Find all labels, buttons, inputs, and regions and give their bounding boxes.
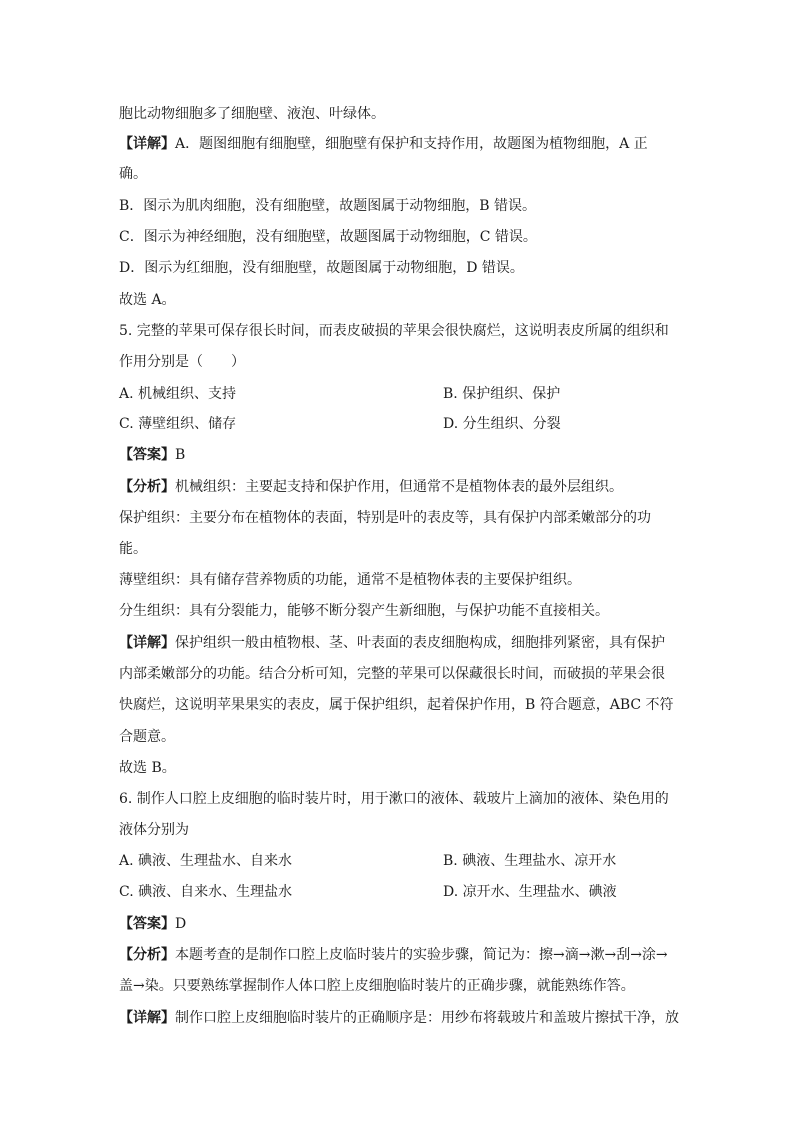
- text-line: B．图示为肌肉细胞，没有细胞壁，故题图属于动物细胞，B 错误。: [119, 198, 537, 214]
- detail-text: 制作口腔上皮细胞临时装片的正确顺序是：用纱布将载玻片和盖玻片擦拭干净，放: [175, 1010, 679, 1026]
- q5-option-d: D. 分生组织、分裂: [443, 416, 561, 432]
- section-tag: 【分析】: [119, 947, 175, 963]
- q5-detail: [119, 633, 679, 653]
- question-6-stem: 6. 制作人口腔上皮细胞的临时装片时，用于漱口的液体、载玻片上滴加的液体、染色用的: [119, 791, 669, 807]
- text-line: 内部柔嫩部分的功能。结合分析可知，完整的苹果可以保藏很长时间，而破损的苹果会很: [119, 666, 665, 682]
- text-line: 快腐烂，这说明苹果果实的表皮，属于保护组织，起着保护作用，B 符合题意，ABC 不符: [119, 697, 674, 713]
- analysis-text: 机械组织：主要起支持和保护作用，但通常不是植物体表的最外层组织。: [175, 479, 623, 495]
- q6-option-c: C. 碘液、自来水、生理盐水: [119, 884, 293, 900]
- section-tag: 【分析】: [119, 479, 175, 495]
- text-line: D．图示为红细胞，没有细胞壁，故题图属于动物细胞，D 错误。: [119, 260, 524, 276]
- section-tag: 【详解】: [119, 1010, 175, 1026]
- q5-option-b: B. 保护组织、保护: [443, 386, 561, 402]
- q5-option-a: A. 机械组织、支持: [119, 386, 237, 402]
- detail-text: A．题图细胞有细胞壁，细胞壁有保护和支持作用，故题图为植物细胞，A 正: [175, 136, 648, 152]
- q6-analysis: [119, 945, 679, 965]
- question-5-stem: 作用分别是（ ）: [119, 354, 245, 370]
- q6-answer: [119, 914, 679, 934]
- text-line: 故选 A。: [119, 292, 176, 308]
- text-line: 薄壁组织：具有储存营养物质的功能，通常不是植物体表的主要保护组织。: [119, 572, 581, 588]
- text-line: 合题意。: [119, 729, 175, 745]
- q6-option-d: D. 凉开水、生理盐水、碘液: [443, 884, 617, 900]
- q5-option-c: C. 薄壁组织、储存: [119, 416, 237, 432]
- text-line: 胞比动物细胞多了细胞壁、液泡、叶绿体。: [119, 106, 385, 122]
- q5-analysis: [119, 477, 679, 497]
- section-tag: 【详解】: [119, 136, 175, 152]
- q6-option-a: A. 碘液、生理盐水、自来水: [119, 853, 293, 869]
- text-line: 确。: [119, 166, 147, 182]
- text-line: 故选 B。: [119, 760, 176, 776]
- section-tag: 【详解】: [119, 635, 175, 651]
- answer-value: D: [175, 916, 187, 932]
- text-line: 盖→染。只要熟练掌握制作人体口腔上皮细胞临时装片的正确步骤，就能熟练作答。: [119, 978, 635, 994]
- q6-option-b: B. 碘液、生理盐水、凉开水: [443, 853, 617, 869]
- analysis-text: 本题考查的是制作口腔上皮临时装片的实验步骤，简记为：擦→滴→漱→刮→涂→: [175, 947, 668, 963]
- text-line: 保护组织：主要分布在植物体的表面，特别是叶的表皮等，具有保护内部柔嫩部分的功: [119, 510, 651, 526]
- section-tag: 【答案】: [119, 447, 175, 463]
- detail-line: [119, 134, 679, 154]
- text-line: C．图示为神经细胞，没有细胞壁，故题图属于动物细胞，C 错误。: [119, 229, 537, 245]
- text-line: 能。: [119, 541, 147, 557]
- text-line: 分生组织：具有分裂能力，能够不断分裂产生新细胞，与保护功能不直接相关。: [119, 603, 609, 619]
- q5-answer: [119, 445, 679, 465]
- answer-value: B: [175, 447, 186, 463]
- question-6-stem: 液体分别为: [119, 822, 189, 838]
- question-5-stem: 5. 完整的苹果可保存很长时间，而表皮破损的苹果会很快腐烂，这说明表皮所属的组织和: [119, 323, 669, 339]
- section-tag: 【答案】: [119, 916, 175, 932]
- q6-detail: [119, 1008, 679, 1028]
- detail-text: 保护组织一般由植物根、茎、叶表面的表皮细胞构成，细胞排列紧密，具有保护: [175, 635, 665, 651]
